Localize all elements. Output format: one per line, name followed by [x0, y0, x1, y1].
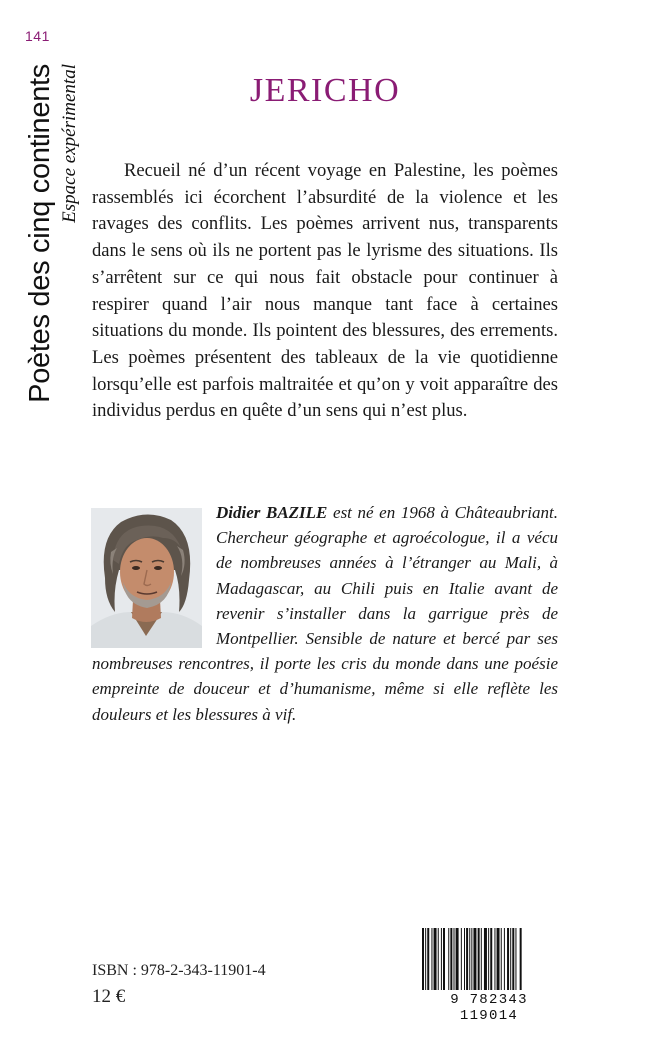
barcode-bar	[510, 928, 511, 990]
barcode-bar	[471, 928, 472, 990]
barcode-bar	[438, 928, 439, 990]
author-name: Didier BAZILE	[216, 503, 328, 522]
barcode-bar	[443, 928, 445, 990]
barcode-bar	[484, 928, 487, 990]
collection-subtitle: Espace expérimental	[59, 64, 80, 223]
series-spine	[12, 62, 92, 412]
barcode-bar	[494, 928, 495, 990]
barcode-bar	[507, 928, 509, 990]
barcode-bar	[448, 928, 449, 990]
barcode-bar	[469, 928, 470, 990]
barcode-bar	[427, 928, 429, 990]
barcode-bar	[441, 928, 442, 990]
barcode-bar	[461, 928, 462, 990]
book-summary: Recueil né d’un récent voyage en Palestine, les poèmes rassemblés ici écorchent l’absurdité de la violence et les ravages des conflits. Les poèmes arrivent nus, transparents dans le sens où ils ne portent pas le lyrisme des situations. Ils s’arrêtent sur ce qui nous fait obstacle pour continuer à respirer quand l’air nous manque tant face à certaines situations du monde. Ils pointent des blessures, des errements. Les poèmes présentent des tableaux de la vie quotidienne lorsqu’elle est parfois maltraitée et qu’on y voit apparaître des individus perdus en quête d’un sens qui n’est plus.	[92, 160, 558, 422]
barcode-bar	[520, 928, 522, 990]
barcode-bar	[464, 928, 465, 990]
barcode-bar	[490, 928, 492, 990]
barcode-bar	[473, 928, 476, 990]
photo-spacer	[92, 500, 216, 650]
barcode-bar	[512, 928, 514, 990]
price: 12 €	[92, 986, 126, 1007]
barcode-bar	[456, 928, 459, 990]
book-title: JERICHO	[249, 72, 401, 109]
barcode-bar	[422, 928, 424, 990]
barcode-bar	[425, 928, 426, 990]
barcode-bar	[431, 928, 432, 990]
barcode-bar	[488, 928, 489, 990]
barcode-bar	[466, 928, 468, 990]
barcode-digits: 9 782343 119014	[420, 992, 558, 1024]
author-bio-text: est né en 1968 à Châteaubriant. Chercheur géographe et agroécologue, il a vécu de nombreuses années à l’étranger au Mali, à Madagascar, au Chili puis en Italie avant de revenir s’installer dans la garrigue près de Montpellier. Sensible de nature et bercé par ses nombreuses rencontres, il porte les cris du monde dans une poésie empreinte de douceur et d’humanisme, même si elle reflète les douleurs et les blessures à vif.	[92, 503, 558, 724]
collection-name: Poètes des cinq continents	[24, 64, 56, 403]
author-bio	[92, 500, 558, 727]
series-number: 141	[25, 28, 50, 44]
barcode-bar	[481, 928, 482, 990]
isbn: ISBN : 978-2-343-11901-4	[92, 962, 266, 979]
barcode-bar	[515, 928, 516, 990]
barcode-bar	[434, 928, 437, 990]
barcode-bar	[450, 928, 452, 990]
barcode-bar	[501, 928, 502, 990]
barcode-bar	[454, 928, 455, 990]
barcode-bar	[504, 928, 505, 990]
barcode-bar	[497, 928, 500, 990]
barcode-bar	[478, 928, 480, 990]
